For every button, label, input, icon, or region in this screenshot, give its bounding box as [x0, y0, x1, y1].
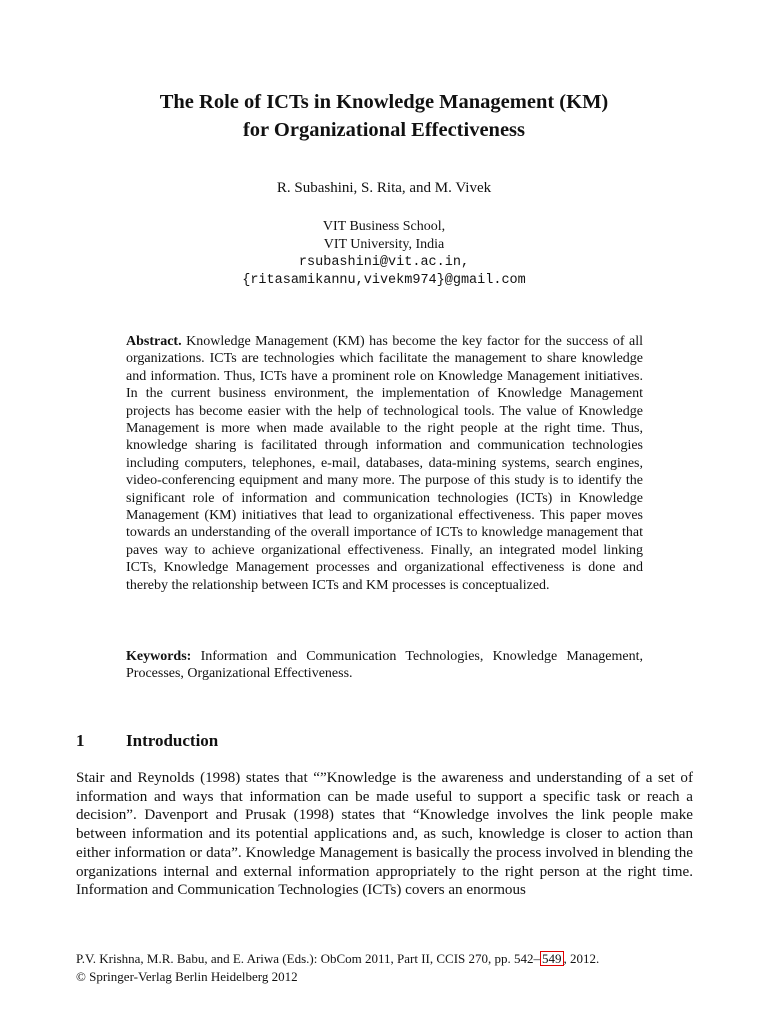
abstract-text: Knowledge Management (KM) has become the key factor for the success of all organizations. ICTs are technologies which facilitate the management to share knowledge and information. Thus, ICTs have a prominent role on Knowledge Management initiatives. In the current business environment, the implementation of Knowledge Management projects has become easier with the help of technological tools. The value of Knowledge Management is more when made available to the right people at the right time. Thus, knowledge sharing is facilitated through information and communication technologies including computers, telephones, e-mail, databases, data-mining systems, search engines, video-conferencing equipment and many more. The purpose of this study is to identify the significant role of information and communication technologies (ICTs) in Knowledge Management (KM) initiatives that lead to organizational effectiveness. This paper moves towards an understanding of the overall importance of ICTs to knowledge management that paves way to achieve organizational effectiveness. Finally, an integrated model linking ICTs, Knowledge Management processes and organizational effectiveness is done and thereby the relationship between ICTs and KM processes is conceptualized. [126, 334, 643, 593]
section-number: 1 [76, 731, 85, 750]
affiliation-line-1: VIT Business School, [322, 219, 446, 234]
abstract-label: Abstract. [126, 334, 182, 349]
title-line-2: for Organizational Effectiveness [242, 119, 525, 141]
affiliation-block [60, 218, 708, 290]
footer-copyright: © Springer-Verlag Berlin Heidelberg 2012 [76, 969, 298, 984]
title-line-1: The Role of ICTs in Knowledge Management (KM) [159, 91, 609, 113]
footer-year: , 2012. [563, 951, 600, 966]
keywords [126, 648, 643, 683]
page-reference-link[interactable]: 549 [542, 951, 562, 966]
email-1: rsubashini@vit.ac.in, [298, 255, 470, 270]
email-2: {ritasamikannu,vivekm974}@gmail.com [242, 273, 526, 288]
keywords-label: Keywords: [126, 649, 192, 664]
affiliation-line-2: VIT University, India [323, 237, 445, 252]
paper-title [60, 88, 708, 144]
footer-line-1 [76, 950, 696, 968]
footer-citation-text: P.V. Krishna, M.R. Babu, and E. Ariwa (Eds.): ObCom 2011, Part II, CCIS 270, pp. 542– [76, 951, 541, 966]
author-list: R. Subashini, S. Rita, and M. Vivek [276, 180, 492, 196]
keywords-text: Information and Communication Technologies, Knowledge Management, Processes, Organizational Effectiveness. [126, 649, 644, 682]
footer-citation [76, 950, 696, 986]
section-title: Introduction [126, 731, 219, 750]
abstract [126, 333, 643, 594]
introduction-paragraph: Stair and Reynolds (1998) states that “”Knowledge is the awareness and understanding of a set of information and ways that information can be made useful to support a specific task or reach a decision”. Davenport and Prusak (1998) states that “Knowledge involves the link people make between information and its potential applications and, as such, knowledge is closer to action than either information or data”. Knowledge Management is basically the process involved in blending the organizations internal and external information appropriately to the right person at the right time. Information and Communication Technologies (ICTs) covers an enormous [76, 770, 693, 899]
section-heading-introduction [76, 730, 696, 752]
